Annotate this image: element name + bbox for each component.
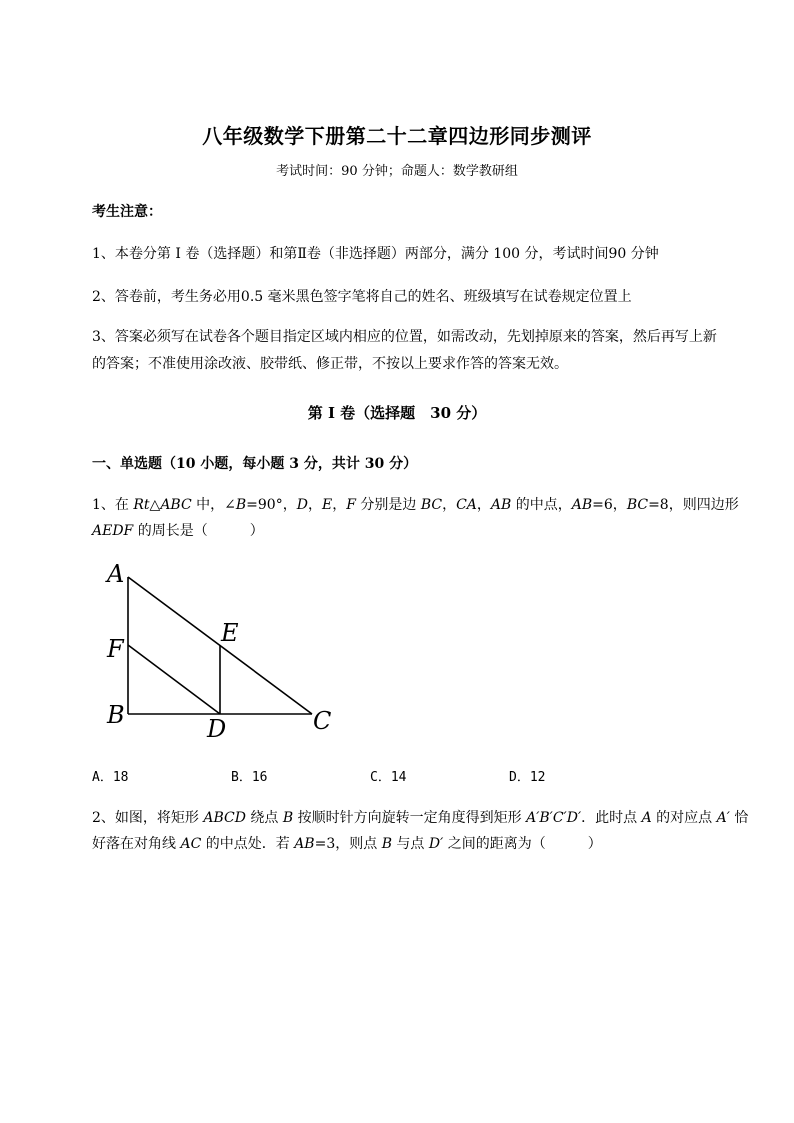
q1-var: B [235,497,247,513]
q2-text: 恰 [729,810,749,826]
question-2-text [92,807,748,827]
q2-var: A′ [716,810,730,826]
q1-text: ， [307,497,322,513]
q2-var: ABCD [203,810,246,826]
q2-text: 与点 [391,836,429,852]
q1-triangle-symbol: △ [149,497,161,513]
triangle-figure [100,555,340,745]
q2-var: AC [180,836,202,852]
notice-line-3-cont: 的答案；不准使用涂改液、胶带纸、修正带，不按以上要求作答的答案无效。 [92,356,568,372]
q1-var: F [346,497,356,513]
q1-var: Rt [133,497,150,513]
choice-a[interactable]: A．18 [92,770,129,785]
q1-number: 1、在 [92,497,134,513]
q1-var: BC [420,497,443,513]
label-D: D [207,715,227,743]
question-1-text [92,494,739,514]
q2-text: =3，则点 [314,836,382,852]
q1-text: 中，∠ [191,497,236,513]
q1-var: ABC [160,497,192,513]
label-E: E [221,619,239,647]
q1-text: ， [476,497,491,513]
q2-var: A′B′C′D′ [526,810,582,826]
q1-text: ， [332,497,347,513]
q1-text: =6， [592,497,627,513]
q2-var: B [381,836,392,852]
choice-d[interactable]: D．12 [509,770,546,785]
section-title: 第 I 卷（选择题 30 分） [307,404,487,422]
q1-choices [92,766,648,785]
q2-var: A [641,810,652,826]
q2-text: 好落在对角线 [92,836,181,852]
part-title: 一、单选题（10 小题，每小题 3 分，共计 30 分） [92,456,418,472]
q2-text: 的对应点 [651,810,717,826]
q1-text: =8，则四边形 [648,497,739,513]
choice-c[interactable]: C．14 [370,770,407,785]
q1-var: E [321,497,333,513]
q2-text: 按顺时针方向旋转一定角度得到矩形 [293,810,527,826]
label-B: B [107,701,125,729]
label-C: C [313,707,332,735]
page-title: 八年级数学下册第二十二章四边形同步测评 [202,124,592,148]
label-F: F [107,635,124,663]
q2-text: 的中点处．若 [201,836,295,852]
q2-var: D′ [428,836,444,852]
q1-text: ， [442,497,457,513]
q1-text: =90°， [246,497,297,513]
exam-info: 考试时间：90 分钟；命题人：数学教研组 [276,164,518,179]
q2-text: 绕点 [245,810,283,826]
q1-var: AB [571,497,593,513]
q2-text: 之间的距离为（ ） [443,836,602,852]
q1-var: AB [490,497,512,513]
notice-line-2: 2、答卷前，考生务必用0.5 毫米黑色签字笔将自己的姓名、班级填写在试卷规定位置上 [92,289,632,305]
q2-text: ．此时点 [581,810,642,826]
notice-line-3: 3、答案必须写在试卷各个题目指定区域内相应的位置，如需改动，先划掉原来的答案，然后再写上新 [92,329,717,345]
q2-text: 2、如图，将矩形 [92,810,204,826]
label-A: A [107,560,125,588]
q1-var: CA [456,497,477,513]
q1-text: 分别是边 [355,497,421,513]
q1-text: 的周长是（ ） [133,523,264,539]
q1-text: 的中点， [511,497,572,513]
segment-FD [128,645,220,714]
notice-line-1: 1、本卷分第 I 卷（选择题）和第Ⅱ卷（非选择题）两部分，满分 100 分，考试时间90 分钟 [92,246,659,262]
notice-heading: 考生注意： [92,204,162,220]
q2-var: B [282,810,294,826]
q1-var: D [296,497,308,513]
q1-var: BC [626,497,649,513]
question-2-text-cont [92,833,602,853]
q1-var: AEDF [92,523,134,539]
choice-b[interactable]: B．16 [231,770,268,785]
q2-var: AB [294,836,315,852]
question-1-text-cont [92,520,264,540]
